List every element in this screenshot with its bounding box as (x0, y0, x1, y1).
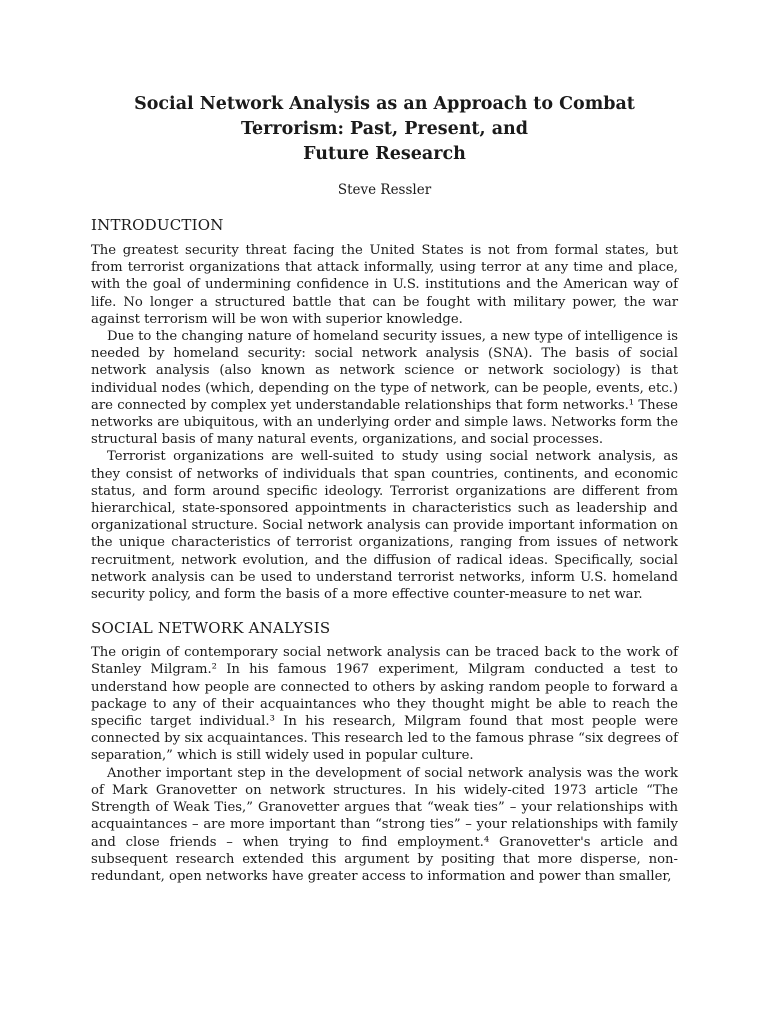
title-line-3: Future Research (303, 144, 466, 164)
section-heading-introduction: INTRODUCTION (91, 216, 224, 234)
sna-paragraph-1: The origin of contemporary social network analysis can be traced back to the work of Stanley Milgram.² In his famous 1967 experiment, Milgram conducted a test to understand how people are connected to others by asking random people to forward a package to any of their acquaintances who they thought might be able to reach the specific target individual.³ In his research, Milgram found that most people were connected by six acquaintances. This research led to the famous phrase “six degrees of separation,” which is still widely used in popular culture. (91, 645, 678, 764)
title-line-2: Terrorism: Past, Present, and (241, 119, 528, 139)
intro-paragraph-3: Terrorist organizations are well-suited to study using social network analysis, as they consist of networks of individuals that span countries, continents, and economic status, and form around specific ideology. Terrorist organizations are different from hierarchical, state-sponsored appointments in characteristics such as leadership and organizational structure. Social network analysis can provide important information on the unique characteristics of terrorist organizations, ranging from issues of network recruitment, network evolution, and the diffusion of radical ideas. Specifically, social network analysis can be used to understand terrorist networks, inform U.S. homeland security policy, and form the basis of a more effective counter-measure to net war. (91, 449, 678, 603)
section-heading-social-network-analysis: SOCIAL NETWORK ANALYSIS (91, 619, 331, 638)
intro-paragraph-2: Due to the changing nature of homeland security issues, a new type of intelligence is needed by homeland security: social network analysis (SNA). The basis of social network analysis (also known as network science or network sociology) is that individual nodes (which, depending on the type of network, can be people, events, etc.) are connected by complex yet understandable relationships that form networks.¹ These networks are ubiquitous, with an underlying order and simple laws. Networks form the structural basis of many natural events, organizations, and social processes. (91, 329, 678, 448)
document-page (91, 92, 678, 885)
sna-paragraph-2: Another important step in the development of social network analysis was the work of Mark Granovetter on network structures. In his widely-cited 1973 article “The Strength of Weak Ties,” Granovetter argues that “weak ties” – your relationships with acquaintances – are more important than “strong ties” – your relationships with family and close friends – when trying to find employment.⁴ Granovetter's article and subsequent research extended this argument by positing that more disperse, non-redundant, open networks have greater access to information and power than smaller, (91, 765, 678, 884)
title-line-1: Social Network Analysis as an Approach to Combat (134, 94, 635, 114)
intro-paragraph-1: The greatest security threat facing the United States is not from formal states, but from terrorist organizations that attack informally, using terror at any time and place, with the goal of undermining confidence in U.S. institutions and the American way of life. No longer a structured battle that can be fought with military power, the war against terrorism will be won with superior knowledge. (91, 243, 678, 327)
paper-title (91, 92, 678, 167)
author-name: Steve Ressler (337, 182, 432, 198)
